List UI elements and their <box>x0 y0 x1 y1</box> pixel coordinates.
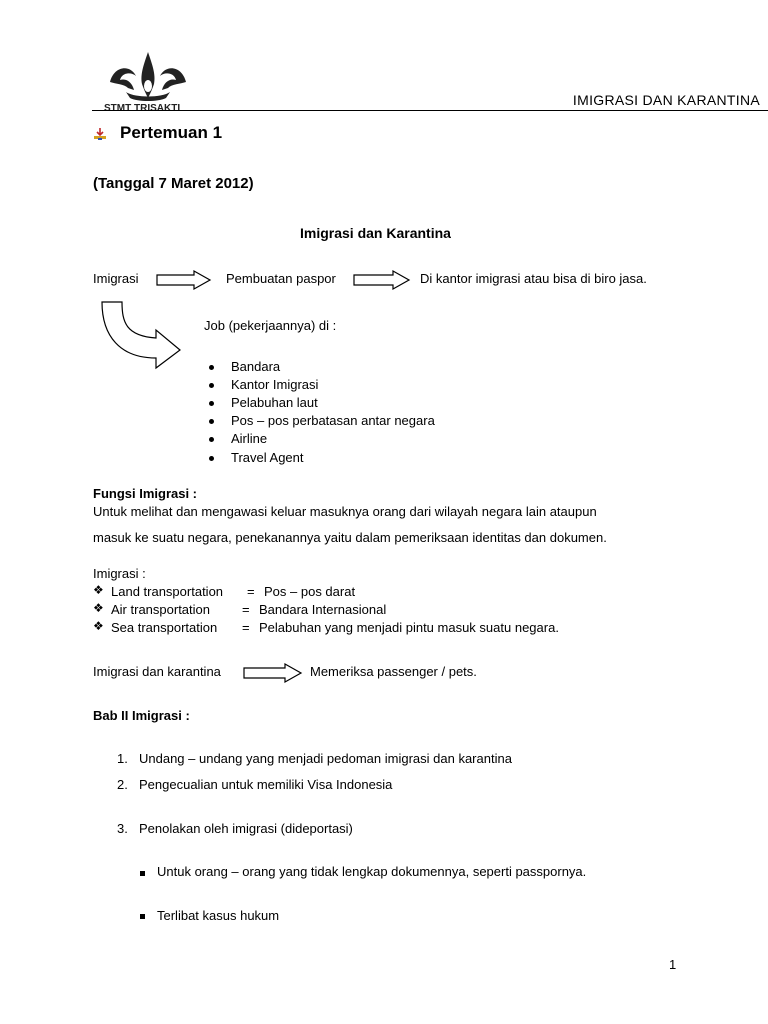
stmt-trisakti-logo <box>100 48 196 112</box>
numbered-item-number: 2. <box>117 777 128 792</box>
transport-mode: Air transportation <box>111 602 210 617</box>
header-divider <box>92 110 768 111</box>
svg-text:STMT TRISAKTI: STMT TRISAKTI <box>104 103 181 112</box>
list-item: Bandara <box>231 359 281 374</box>
list-item: Pelabuhan laut <box>231 395 318 410</box>
bullet <box>209 437 214 442</box>
bullet <box>209 365 214 370</box>
square-bullet-icon <box>140 914 145 919</box>
transport-equals: = <box>247 584 255 599</box>
bullet <box>209 456 214 461</box>
right-arrow-icon <box>353 270 411 290</box>
numbered-item: Undang – undang yang menjadi pedoman imigrasi dan karantina <box>139 751 512 766</box>
page-number: 1 <box>669 957 677 972</box>
diamond-bullet-icon: ❖ <box>93 619 104 633</box>
bullet <box>209 383 214 388</box>
bab-heading: Bab II Imigrasi : <box>93 708 190 723</box>
transport-equals: = <box>242 620 250 635</box>
meeting-date: (Tanggal 7 Maret 2012) <box>93 175 254 192</box>
flow-middle: Pembuatan paspor <box>226 271 336 286</box>
bullet <box>209 401 214 406</box>
curved-arrow-icon <box>100 300 184 370</box>
transport-value: Pos – pos darat <box>264 584 356 599</box>
list-item: Kantor Imigrasi <box>231 377 319 392</box>
transport-mode: Land transportation <box>111 584 224 599</box>
right-arrow-icon <box>243 663 303 683</box>
job-label: Job (pekerjaannya) di : <box>204 318 337 333</box>
transport-value: Pelabuhan yang menjadi pintu masuk suatu negara. <box>259 620 559 635</box>
fungsi-heading: Fungsi Imigrasi : <box>93 486 198 501</box>
karantina-right: Memeriksa passenger / pets. <box>310 664 477 679</box>
numbered-item-number: 3. <box>117 821 128 836</box>
header-title: IMIGRASI DAN KARANTINA <box>572 92 760 108</box>
fungsi-text-line-1: Untuk melihat dan mengawasi keluar masuknya orang dari wilayah negara lain ataupun <box>93 504 597 519</box>
list-item: Travel Agent <box>231 450 304 465</box>
sub-item: Untuk orang – orang yang tidak lengkap dokumennya, seperti passpornya. <box>157 864 587 879</box>
diamond-bullet-icon: ❖ <box>93 601 104 615</box>
numbered-item: Penolakan oleh imigrasi (dideportasi) <box>139 821 353 836</box>
transport-equals: = <box>242 602 250 617</box>
right-arrow-icon <box>156 270 212 290</box>
section-title: Imigrasi dan Karantina <box>300 225 451 241</box>
flow-start: Imigrasi <box>93 271 139 286</box>
sub-item: Terlibat kasus hukum <box>157 908 280 923</box>
numbered-item: Pengecualian untuk memiliki Visa Indonesia <box>139 777 393 792</box>
diamond-bullet-icon: ❖ <box>93 583 104 597</box>
small-arrow-icon <box>93 127 107 141</box>
numbered-item-number: 1. <box>117 751 128 766</box>
imigrasi-heading: Imigrasi : <box>93 566 146 581</box>
list-item: Airline <box>231 431 268 446</box>
transport-mode: Sea transportation <box>111 620 218 635</box>
karantina-left: Imigrasi dan karantina <box>93 664 221 679</box>
fungsi-text-line-2: masuk ke suatu negara, penekanannya yaitu dalam pemeriksaan identitas dan dokumen. <box>93 530 607 545</box>
bullet <box>209 419 214 424</box>
transport-value: Bandara Internasional <box>259 602 387 617</box>
meeting-title: Pertemuan 1 <box>120 123 223 142</box>
list-item: Pos – pos perbatasan antar negara <box>231 413 435 428</box>
square-bullet-icon <box>140 871 145 876</box>
flow-end: Di kantor imigrasi atau bisa di biro jasa. <box>420 271 647 286</box>
